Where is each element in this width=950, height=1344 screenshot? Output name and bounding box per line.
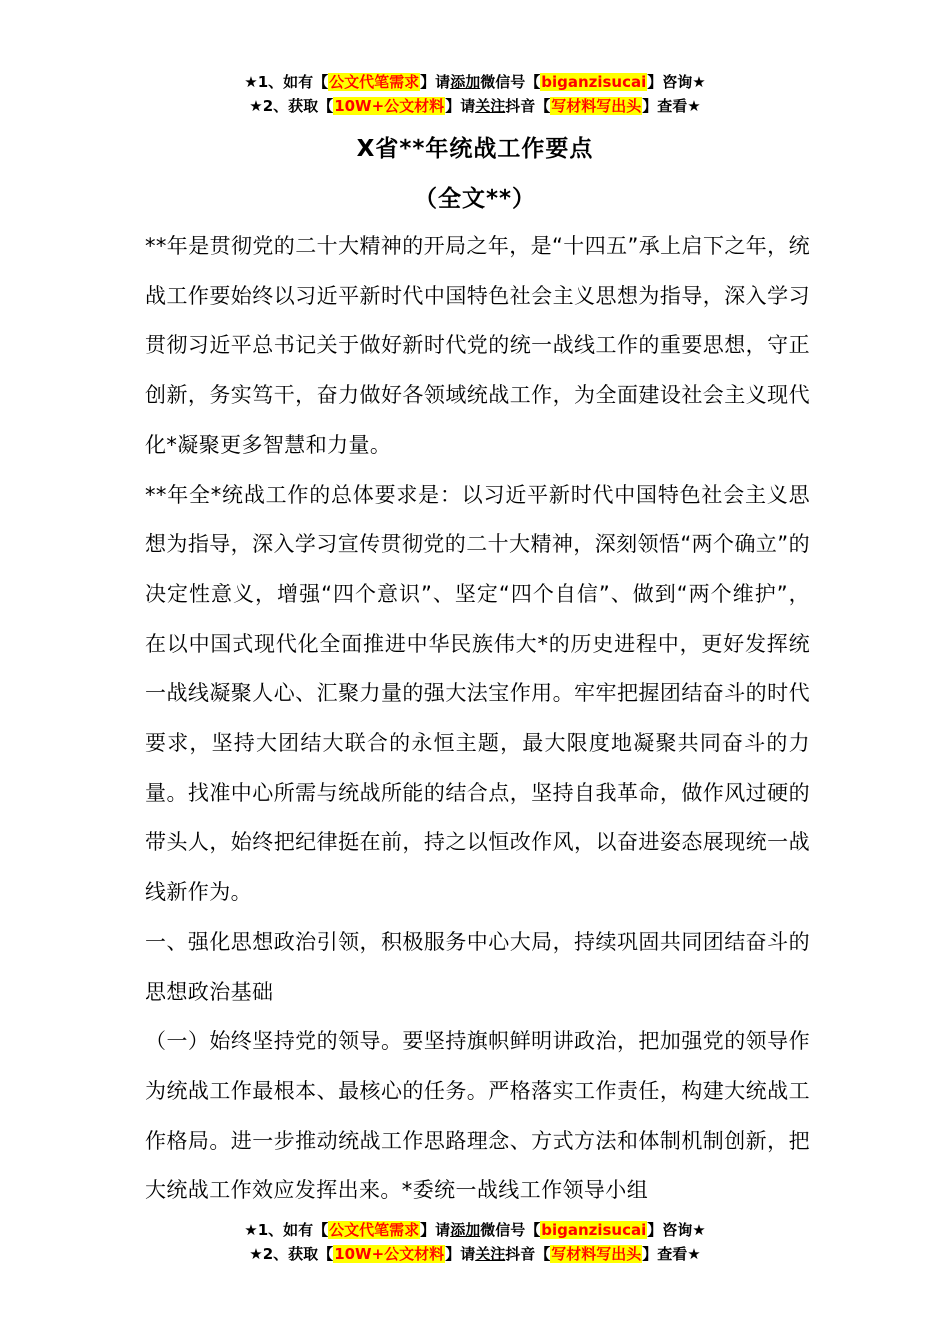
banner-line-1: ★1、如有【公文代笔需求】请添加微信号【biganzisucai】咨询★: [244, 1221, 706, 1239]
paragraph: **年全*统战工作的总体要求是：以习近平新时代中国特色社会主义思想为指导，深入学习宣传贯彻党的二十大精神，深刻领悟“两个确立”的决定性意义，增强“四个意识”、坚定“四个自信”、做到“两个维护”，在以中国式现代化全面推进中华民族伟大*的历史进程中，更好发挥统一战线凝聚人心、汇聚力量的强大法宝作用。牢牢把握团结奋斗的时代要求，坚持大团结大联合的永恒主题，最大限度地凝聚共同奋斗的力量。找准中心所需与统战所能的结合点，坚持自我革命，做作风过硬的带头人，始终把纪律挺在前，持之以恒改作风，以奋进姿态展现统一战线新作为。: [145, 482, 810, 905]
banner-line-1: ★1、如有【公文代笔需求】请添加微信号【biganzisucai】咨询★: [244, 73, 706, 91]
banner-highlight: 10W+公文材料: [334, 1245, 445, 1263]
paragraph: **年是贯彻党的二十大精神的开局之年，是“十四五”承上启下之年，统战工作要始终以习近平新时代中国特色社会主义思想为指导，深入学习贯彻习近平总书记关于做好新时代党的统一战线工作的重要思想，守正创新，务实笃干，奋力做好各领域统战工作，为全面建设社会主义现代化*凝聚更多智慧和力量。: [145, 234, 810, 457]
banner-douyin-id: 写材料写出头: [551, 1245, 642, 1263]
banner-wechat-id: biganzisucai: [541, 1221, 647, 1239]
banner-wechat-id: biganzisucai: [541, 73, 647, 91]
bottom-banner: [0, 1218, 950, 1266]
paragraph: （一）始终坚持党的领导。要坚持旗帜鲜明讲政治，把加强党的领导作为统战工作最根本、最核心的任务。严格落实工作责任，构建大统战工作格局。进一步推动统战工作思路理念、方式方法和体制机制创新，把大统战工作效应发挥出来。*委统一战线工作领导小组: [145, 1029, 810, 1203]
section-heading: 一、强化思想政治引领，积极服务中心大局，持续巩固共同团结奋斗的思想政治基础: [145, 929, 810, 1004]
banner-highlight: 公文代笔需求: [329, 1221, 420, 1239]
banner-line-2: ★2、获取【10W+公文材料】请关注抖音【写材料写出头】查看★: [249, 97, 701, 115]
banner-highlight: 10W+公文材料: [334, 97, 445, 115]
document-title: X省**年统战工作要点: [356, 136, 594, 162]
banner-highlight: 公文代笔需求: [329, 73, 420, 91]
banner-line-2: ★2、获取【10W+公文材料】请关注抖音【写材料写出头】查看★: [249, 1245, 701, 1263]
document-subtitle: （全文**）: [413, 186, 537, 212]
top-banner: [0, 70, 950, 118]
banner-douyin-id: 写材料写出头: [551, 97, 642, 115]
document-body: [145, 222, 810, 1216]
